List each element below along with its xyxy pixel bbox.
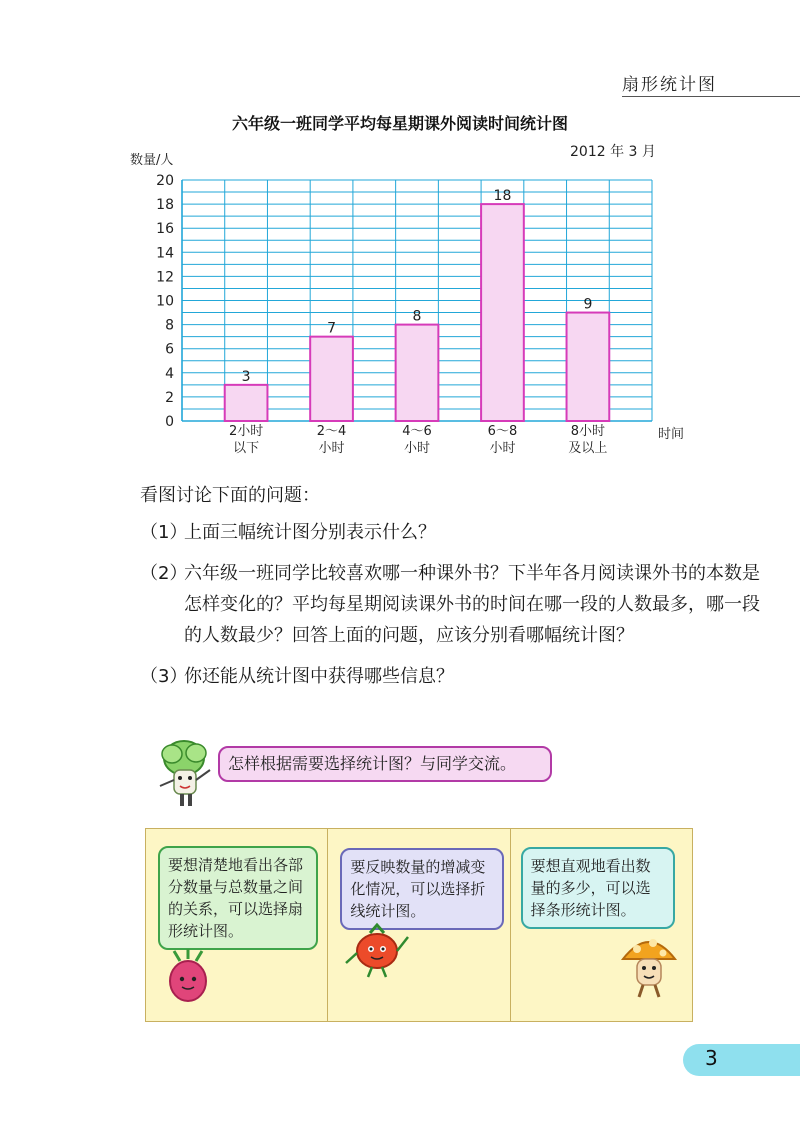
question-text: 你还能从统计图中获得哪些信息？ [184,666,454,687]
mushroom-character-icon [619,929,679,1001]
speech-bubble-bar: 要想直观地看出数量的多少，可以选择条形统计图。 [521,847,675,929]
y-axis-label: 数量/人 [130,153,174,168]
x-category-label: 4～6 [402,424,432,439]
bar-value-label: 8 [412,308,422,325]
y-tick-label: 20 [156,173,174,189]
y-tick-label: 6 [165,341,174,358]
question-3 [140,661,760,692]
y-tick-label: 14 [156,245,174,262]
y-tick-label: 4 [165,365,174,382]
x-category-label: 8小时 [570,424,606,439]
prompt-bubble: 怎样根据需要选择统计图？与同学交流。 [218,746,552,782]
question-number: （2） [140,563,188,584]
x-category-label: 2～4 [316,424,347,439]
panel-cell-pie [146,829,328,1021]
bar-value-label: 9 [583,296,593,313]
x-category-label: 6～8 [487,424,518,439]
page-number-tab [683,1044,800,1076]
tomato-character-icon [342,923,412,979]
bar [225,385,268,421]
y-tick-label: 16 [156,221,174,238]
panel-cell-line [328,829,510,1021]
cabbage-character-icon [150,736,218,812]
x-category-label: 以下 [233,441,260,456]
y-tick-label: 0 [165,414,174,430]
bar-chart [120,146,685,460]
x-category-label: 及以上 [568,441,608,456]
y-tick-label: 8 [165,317,174,334]
speech-bubble-line: 要反映数量的增减变化情况，可以选择折线统计图。 [340,848,504,930]
y-tick-label: 18 [156,197,174,214]
question-text: 上面三幅统计图分别表示什么？ [184,522,436,543]
bar-value-label: 7 [327,320,337,337]
question-number: （3） [140,666,188,687]
x-category-label: 2小时 [228,424,264,439]
x-category-label: 小时 [489,441,516,456]
bar [481,204,524,421]
x-category-label: 小时 [318,441,345,456]
bar [567,313,610,421]
page-number: 3 [705,1046,718,1070]
y-tick-label: 2 [165,389,174,406]
discussion-questions [140,480,760,702]
radish-character-icon [164,949,212,1009]
header-divider [622,96,800,97]
question-2 [140,558,760,651]
bar-value-label: 3 [241,368,251,385]
x-category-label: 小时 [403,441,431,456]
bar-value-label: 18 [493,188,512,205]
x-axis-label: 时间 [658,427,685,442]
y-tick-label: 10 [156,293,174,310]
panel-cell-bar [511,829,692,1021]
y-tick-label: 12 [156,269,174,286]
chart-choice-panel [145,828,693,1022]
bar [396,325,439,421]
questions-intro: 看图讨论下面的问题： [140,485,320,506]
question-text: 六年级一班同学比较喜欢哪一种课外书？下半年各月阅读课外书的本数是怎样变化的？平均每星期阅读课外书的时间在哪一段的人数最多，哪一段的人数最少？回答上面的问题，应该分别看哪幅统计图？ [184,563,760,646]
chart-date: 2012 年 3 月 [570,144,656,160]
question-number: （1） [140,522,188,543]
speech-bubble-pie: 要想清楚地看出各部分数量与总数量之间的关系，可以选择扇形统计图。 [158,846,318,950]
section-title: 扇形统计图 [622,75,717,95]
bar [310,337,353,421]
chart-title: 六年级一班同学平均每星期课外阅读时间统计图 [231,114,568,133]
question-1 [140,517,760,548]
